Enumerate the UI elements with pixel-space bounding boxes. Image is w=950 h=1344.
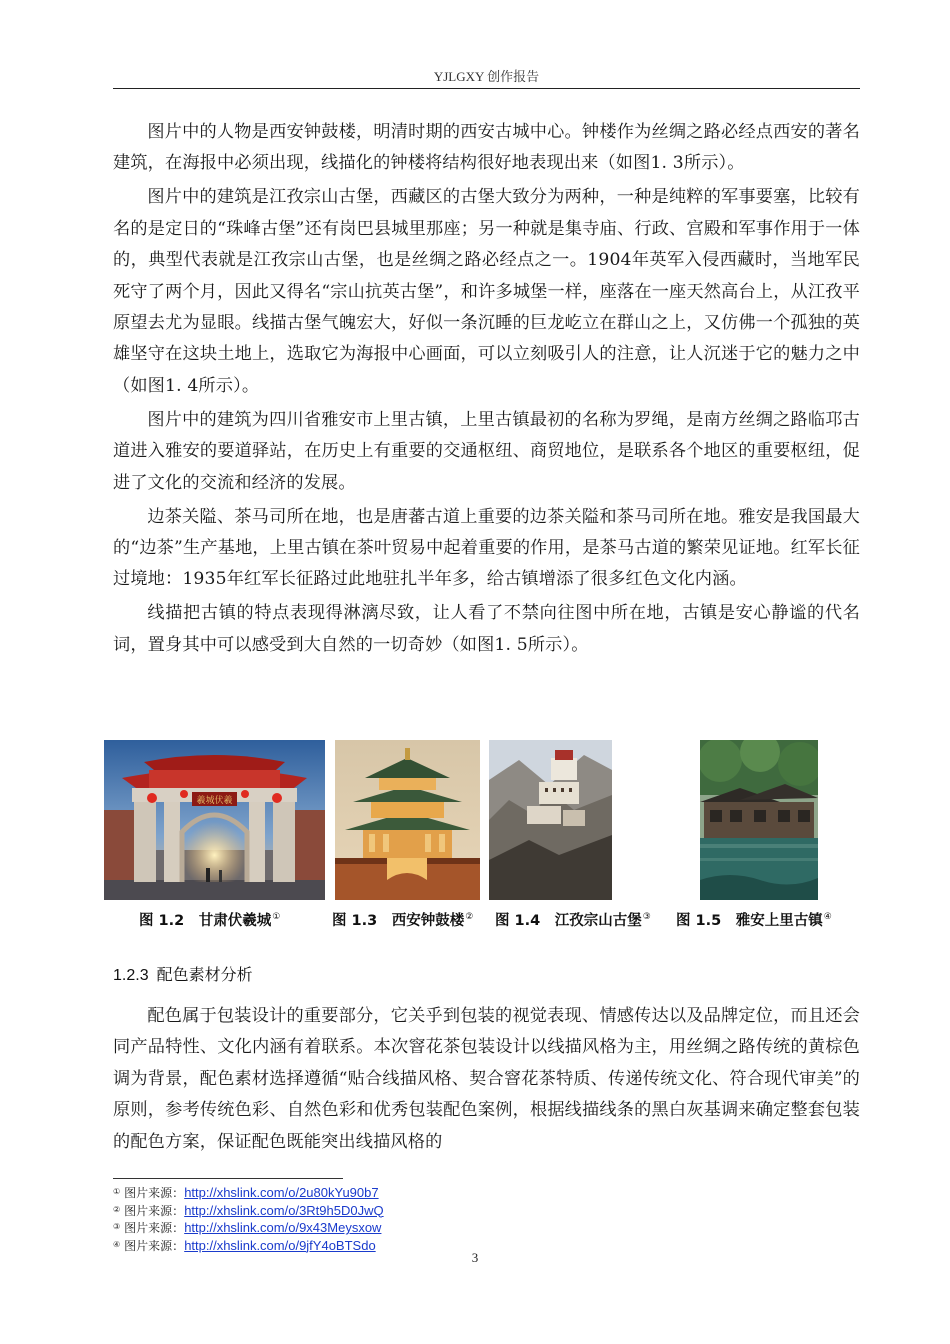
figure-caption: 图 1.2 甘肃伏羲城① <box>139 912 281 929</box>
paragraph: 图片中的建筑是江孜宗山古堡，西藏区的古堡大致分为两种，一种是纯粹的军事要塞，比较有名的是定日的“珠峰古堡”还有岗巴县城里那座；另一种就是集寺庙、行政、宫殿和军事作用于一体的，典型代表就是江孜宗山古堡，也是丝绸之路必经点之一。1904年英军入侵西藏时，当地军民死守了两个月，因此又得名“宗山抗英古堡”，和许多城堡一样，座落在一座天然高台上，从江孜平原望去尤为显眼。线描古堡气魄宏大，好似一条沉睡的巨龙屹立在群山之上，又仿佛一个孤独的英雄坚守在这块土地上，选取它为海报中心画面，可以立刻吸引人的注意，让人沉迷于它的魅力之中（如图1. 4所示）。 <box>113 187 860 396</box>
figure-caption: 图 1.5 雅安上里古镇④ <box>676 912 832 929</box>
figure-caption: 图 1.4 江孜宗山古堡③ <box>495 912 651 929</box>
footnote-ref: ③ <box>642 912 651 922</box>
section-heading <box>113 962 253 985</box>
footnote-rule <box>113 1178 343 1179</box>
footnote-link[interactable]: http://xhslink.com/o/9x43Meysxow <box>184 1220 382 1235</box>
figure-fuxi-city-image <box>104 740 325 900</box>
body-text <box>113 117 860 664</box>
paragraph: 配色属于包装设计的重要部分，它关乎到包装的视觉表现、情感传达以及品牌定位，而且还会同产品特性、文化内涵有着联系。本次窨花茶包装设计以线描风格为主，用丝绸之路传统的黄棕色调为背景，配色素材选择遵循“贴合线描风格、契合窨花茶特质、传递传统文化、符合现代审美”的原则，参考传统色彩、自然色彩和优秀包装配色案例，根据线描线条的黑白灰基调来确定整套包装的配色方案，保证配色既能突出线描风格的 <box>113 1006 860 1152</box>
figure-xian-bell-tower-image <box>335 740 480 900</box>
footnote: ① 图片来源：http://xhslink.com/o/2u80kYu90b7 <box>113 1185 379 1200</box>
page-number: 3 <box>471 1250 479 1265</box>
section-number: 1.2.3 <box>113 967 149 984</box>
header-rule <box>113 88 860 89</box>
figure-caption: 图 1.3 西安钟鼓楼② <box>332 912 474 929</box>
gate-plaque-text: 羲城伏羲 <box>196 796 233 806</box>
figure-gyantse-dzong-image <box>489 740 612 900</box>
section-title: 配色素材分析 <box>156 965 253 984</box>
paragraph: 边茶关隘、茶马司所在地，也是唐蕃古道上重要的边茶关隘和茶马司所在地。雅安是我国最大的“边茶”生产基地，上里古镇在茶叶贸易中起着重要的作用，是茶马古道的繁荣见证地。红军长征过境地：1935年红军长征路过此地驻扎半年多，给古镇增添了很多红色文化内涵。 <box>113 506 860 590</box>
paragraph: 线描把古镇的特点表现得淋漓尽致，让人看了不禁向往图中所在地，古镇是安心静谧的代名词，置身其中可以感受到大自然的一切奇妙（如图1. 5所示）。 <box>113 603 860 655</box>
paragraph: 图片中的人物是西安钟鼓楼，明清时期的西安古城中心。钟楼作为丝绸之路必经点西安的著名建筑，在海报中必须出现，线描化的钟楼将结构很好地表现出来（如图1. 3所示）。 <box>113 122 860 174</box>
body-text-section <box>113 1001 860 1161</box>
figure-row <box>104 740 864 902</box>
footnote: ④ 图片来源：http://xhslink.com/o/9jfY4oBTSdo <box>113 1237 376 1253</box>
footnote-link[interactable]: http://xhslink.com/o/9jfY4oBTSdo <box>184 1237 376 1253</box>
footnote-link[interactable]: http://xhslink.com/o/2u80kYu90b7 <box>184 1185 379 1200</box>
paragraph: 图片中的建筑为四川省雅安市上里古镇，上里古镇最初的名称为罗绳，是南方丝绸之路临邛古道进入雅安的要道驿站，在历史上有重要的交通枢纽、商贸地位，是联系各个地区的重要枢纽，促进了文化的交流和经济的发展。 <box>113 409 860 493</box>
footnotes <box>113 1184 384 1254</box>
figure-shangli-town-image <box>700 740 818 900</box>
footnote-ref: ② <box>465 912 474 922</box>
footnote-link[interactable]: http://xhslink.com/o/3Rt9h5D0JwQ <box>184 1202 384 1218</box>
footnote-ref: ① <box>272 912 281 922</box>
page-header: YJLGXY 创作报告 <box>433 69 540 84</box>
figure-captions <box>0 909 950 933</box>
footnote: ③ 图片来源：http://xhslink.com/o/9x43Meysxow <box>113 1220 382 1235</box>
footnote-ref: ④ <box>823 912 832 922</box>
footnote: ② 图片来源：http://xhslink.com/o/3Rt9h5D0JwQ <box>113 1202 384 1218</box>
